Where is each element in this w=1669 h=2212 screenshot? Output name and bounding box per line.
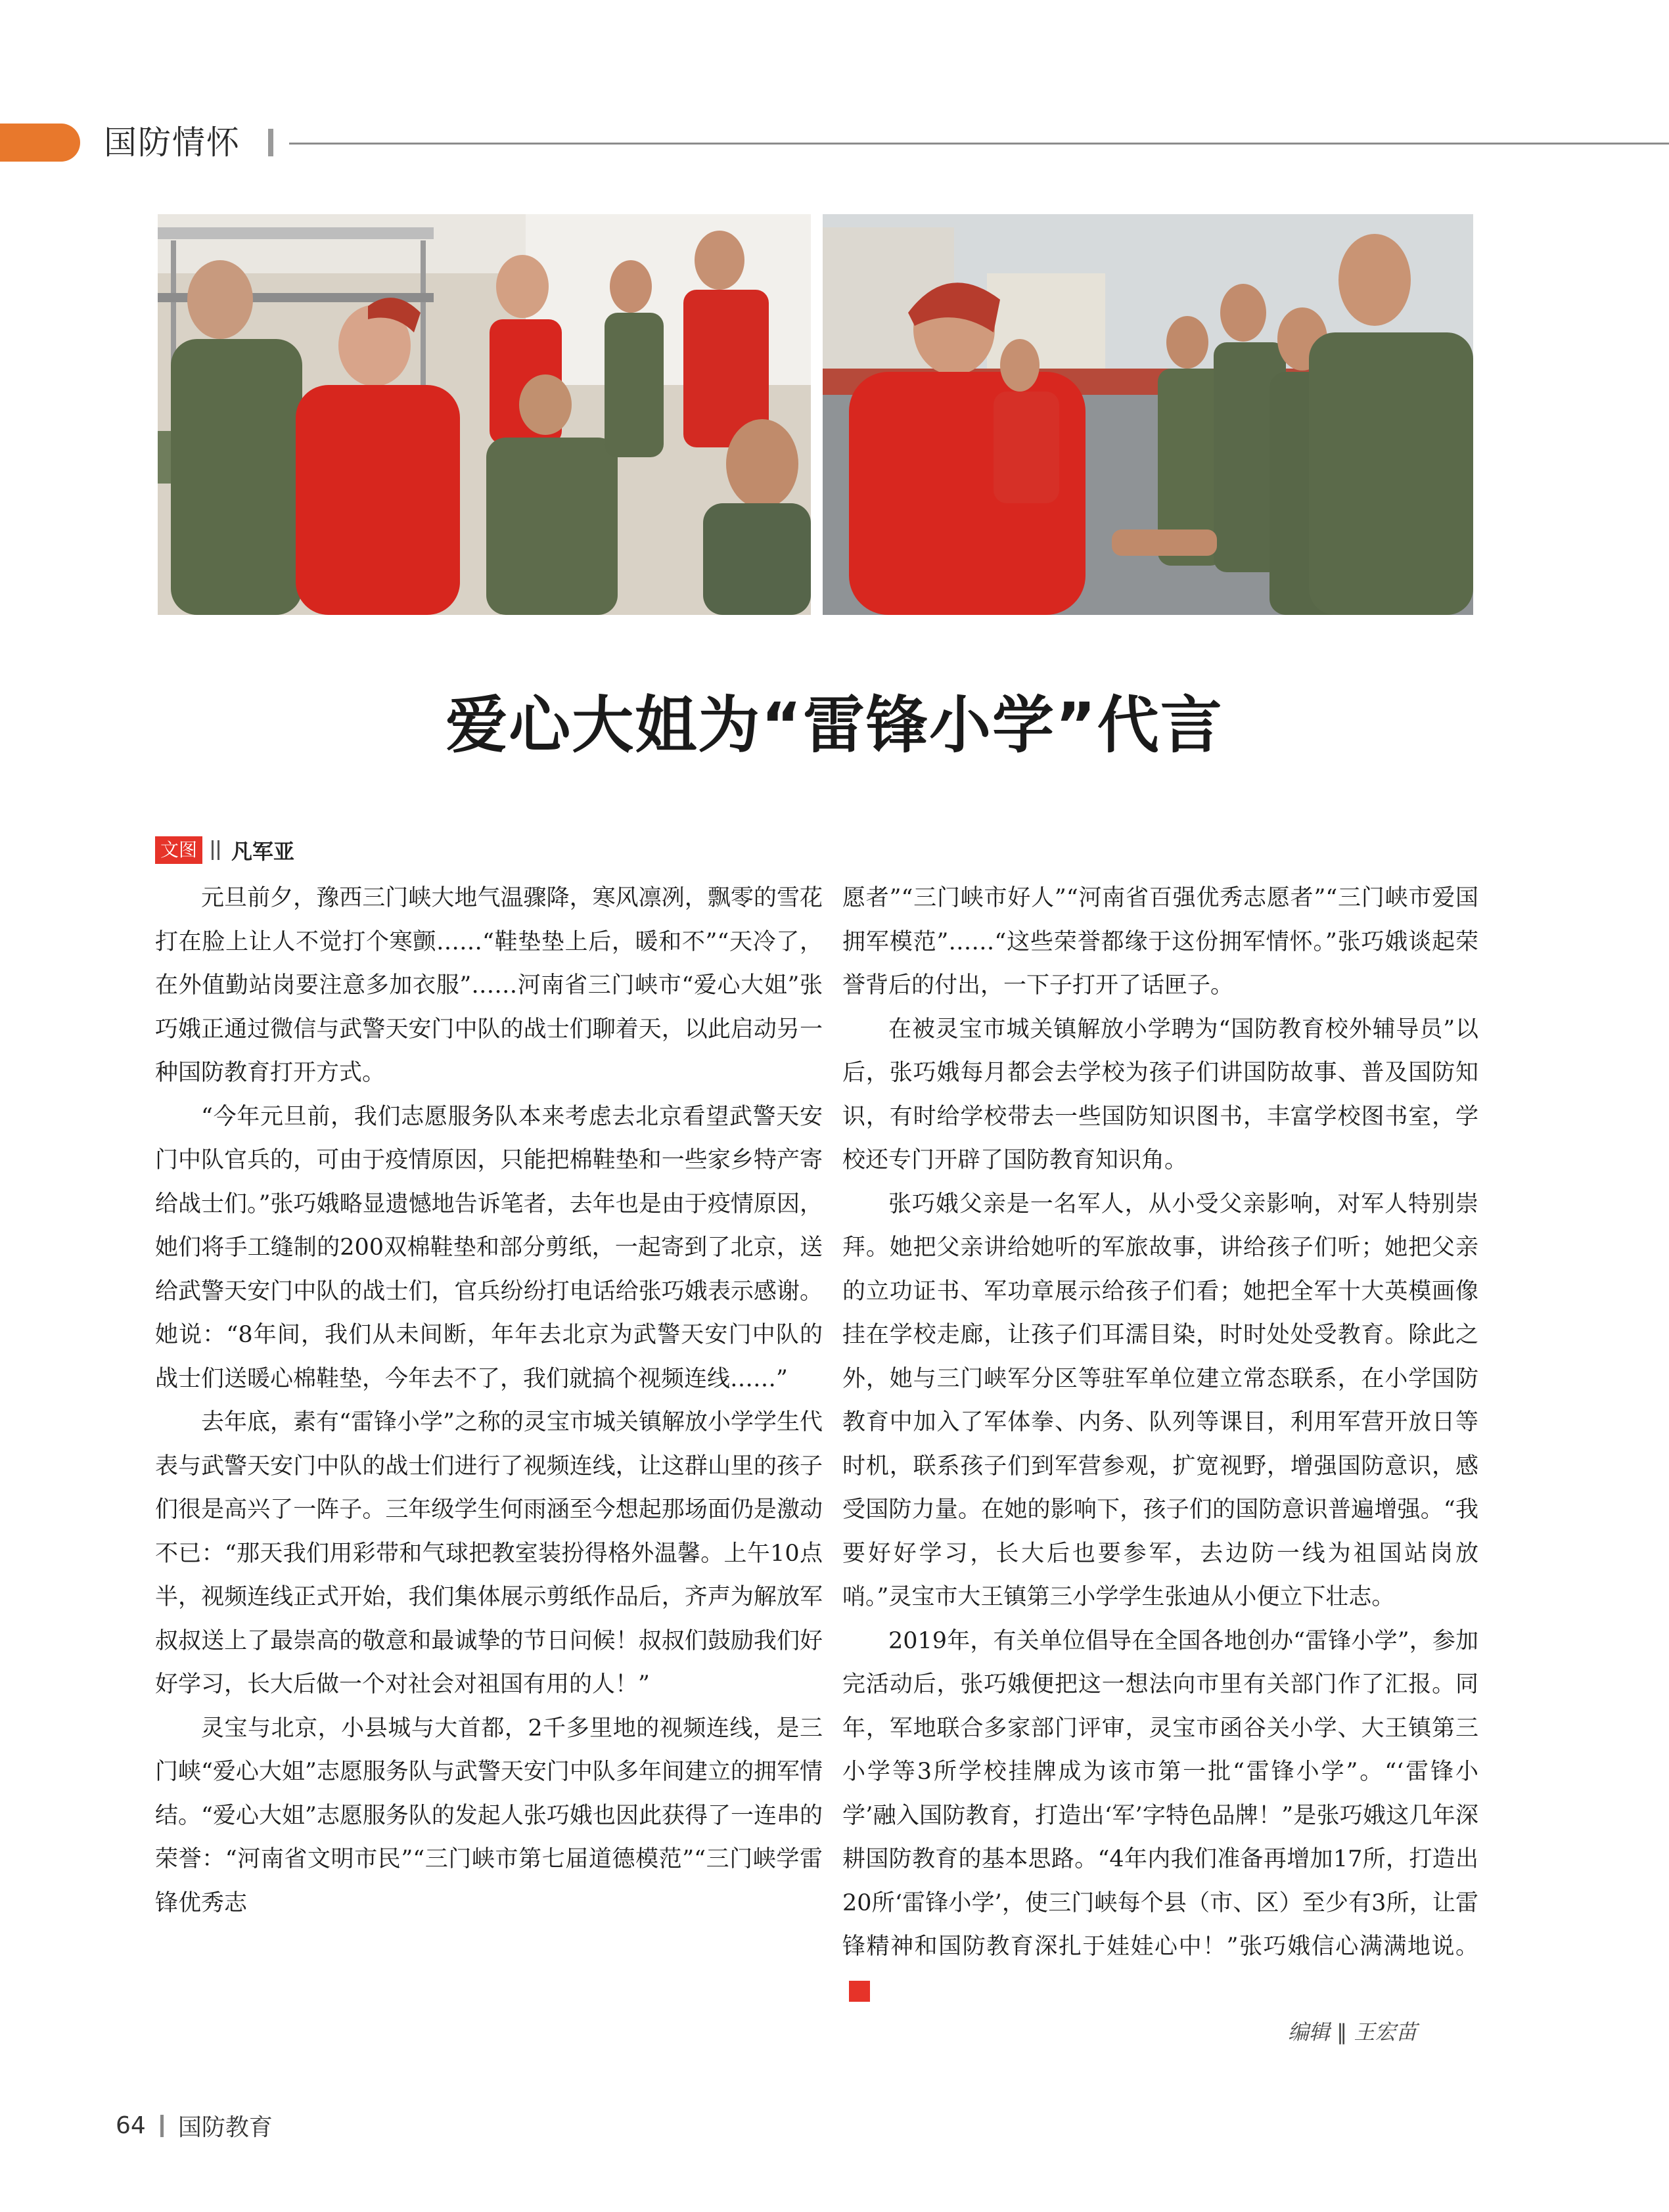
paragraph-continued: 愿者”“三门峡市好人”“河南省百强优秀志愿者”“三门峡市爱国拥军模范”……“这些荣誉都缘于这份拥军情怀。”张巧娥谈起荣誉背后的付出，一下子打开了话匣子。 [842, 885, 1478, 999]
magazine-name: 国防教育 [177, 2114, 273, 2141]
paragraph: 去年底，素有“雷锋小学”之称的灵宝市城关镇解放小学学生代表与武警天安门中队的战士们进行了视频连线，让这群山里的孩子们很是高兴了一阵子。三年级学生何雨涵至今想起那场面仍是激动不已：“那天我们用彩带和气球把教室装扮得格外温馨。上午10点半，视频连线正式开始，我们集体展示剪纸作品后，齐声为解放军叔叔送上了最崇高的敬意和最诚挚的节日问候！叔叔们鼓励我们好好学习，长大后做一个对社会对祖国有用的人！” [155, 1409, 823, 1698]
byline-tag: 文图 [155, 836, 202, 864]
section-name: 国防情怀 [104, 124, 240, 162]
byline-separator [217, 840, 219, 860]
article-column-left [155, 876, 823, 2046]
paragraph-last [842, 1619, 1478, 2013]
section-tab-marker [0, 124, 80, 162]
footer-divider [160, 2115, 164, 2137]
page-footer [116, 2109, 273, 2142]
byline-separator [212, 840, 214, 860]
byline-author: 凡军亚 [231, 839, 295, 864]
photo-volunteers-in-barracks [158, 214, 811, 615]
end-mark-icon: G [849, 1981, 870, 2002]
paragraph: 在被灵宝市城关镇解放小学聘为“国防教育校外辅导员”以后，张巧娥每月都会去学校为孩子们讲国防故事、普及国防知识，有时给学校带去一些国防知识图书，丰富学校图书室，学校还专门开辟了国防教育知识角。 [842, 1016, 1478, 1173]
header-rule [289, 143, 1669, 145]
photo-handing-insoles-to-soldiers [823, 214, 1473, 615]
article-title: 爱心大姐为“雷锋小学”代言 [446, 690, 1223, 761]
paragraph: 灵宝与北京，小县城与大首都，2千多里地的视频连线，是三门峡“爱心大姐”志愿服务队与武警天安门中队多年间建立的拥军情结。“爱心大姐”志愿服务队的发起人张巧娥也因此获得了一连串的荣誉：“河南省文明市民”“三门峡市第七届道德模范”“三门峡学雷锋优秀志 [155, 1715, 823, 1916]
paragraph: “今年元旦前，我们志愿服务队本来考虑去北京看望武警天安门中队官兵的，可由于疫情原因，只能把棉鞋垫和一些家乡特产寄给战士们。”张巧娥略显遗憾地告诉笔者，去年也是由于疫情原因，她们将手工缝制的200双棉鞋垫和部分剪纸，一起寄到了北京，送给武警天安门中队的战士们，官兵纷纷打电话给张巧娥表示感谢。她说：“8年间，我们从未间断，年年去北京为武警天安门中队的战士们送暖心棉鞋垫，今年去不了，我们就搞个视频连线……” [155, 1103, 823, 1392]
section-divider-bar [268, 129, 273, 156]
page-number: 64 [116, 2112, 146, 2139]
paragraph: 张巧娥父亲是一名军人，从小受父亲影响，对军人特别崇拜。她把父亲讲给她听的军旅故事，讲给孩子们听；她把父亲的立功证书、军功章展示给孩子们看；她把全军十大英模画像挂在学校走廊，让孩子们耳濡目染，时时处处受教育。除此之外，她与三门峡军分区等驻军单位建立常态联系，在小学国防教育中加入了军体拳、内务、队列等课目，利用军营开放日等时机，联系孩子们到军营参观，扩宽视野，增强国防意识，感受国防力量。在她的影响下，孩子们的国防意识普遍增强。“我要好好学习，长大后也要参军，去边防一线为祖国站岗放哨。”灵宝市大王镇第三小学学生张迪从小便立下壮志。 [842, 1190, 1478, 1610]
article-column-right [842, 876, 1478, 2046]
byline [155, 836, 294, 865]
paragraph-text: 2019年，有关单位倡导在全国各地创办“雷锋小学”，参加完活动后，张巧娥便把这一想法向市里有关部门作了汇报。同年，军地联合多家部门评审，灵宝市函谷关小学、大王镇第三小学等3所学校挂牌成为该市第一批“雷锋小学”。“‘雷锋小学’融入国防教育，打造出‘军’字特色品牌！”是张巧娥这几年深耕国防教育的基本思路。“4年内我们准备再增加17所，打造出20所‘雷锋小学’，使三门峡每个县（市、区）至少有3所，让雷锋精神和国防教育深扎于娃娃心中！”张巧娥信心满满地说。 [842, 1627, 1478, 1960]
editor-credit: 编辑 ‖ 王宏苗 [1288, 2020, 1417, 2044]
paragraph: 元旦前夕，豫西三门峡大地气温骤降，寒风凛冽，飘零的雪花打在脸上让人不觉打个寒颤……“鞋垫垫上后，暖和不”“天冷了，在外值勤站岗要注意多加衣服”……河南省三门峡市“爱心大姐”张巧娥正通过微信与武警天安门中队的战士们聊着天，以此启动另一种国防教育打开方式。 [155, 885, 823, 1086]
